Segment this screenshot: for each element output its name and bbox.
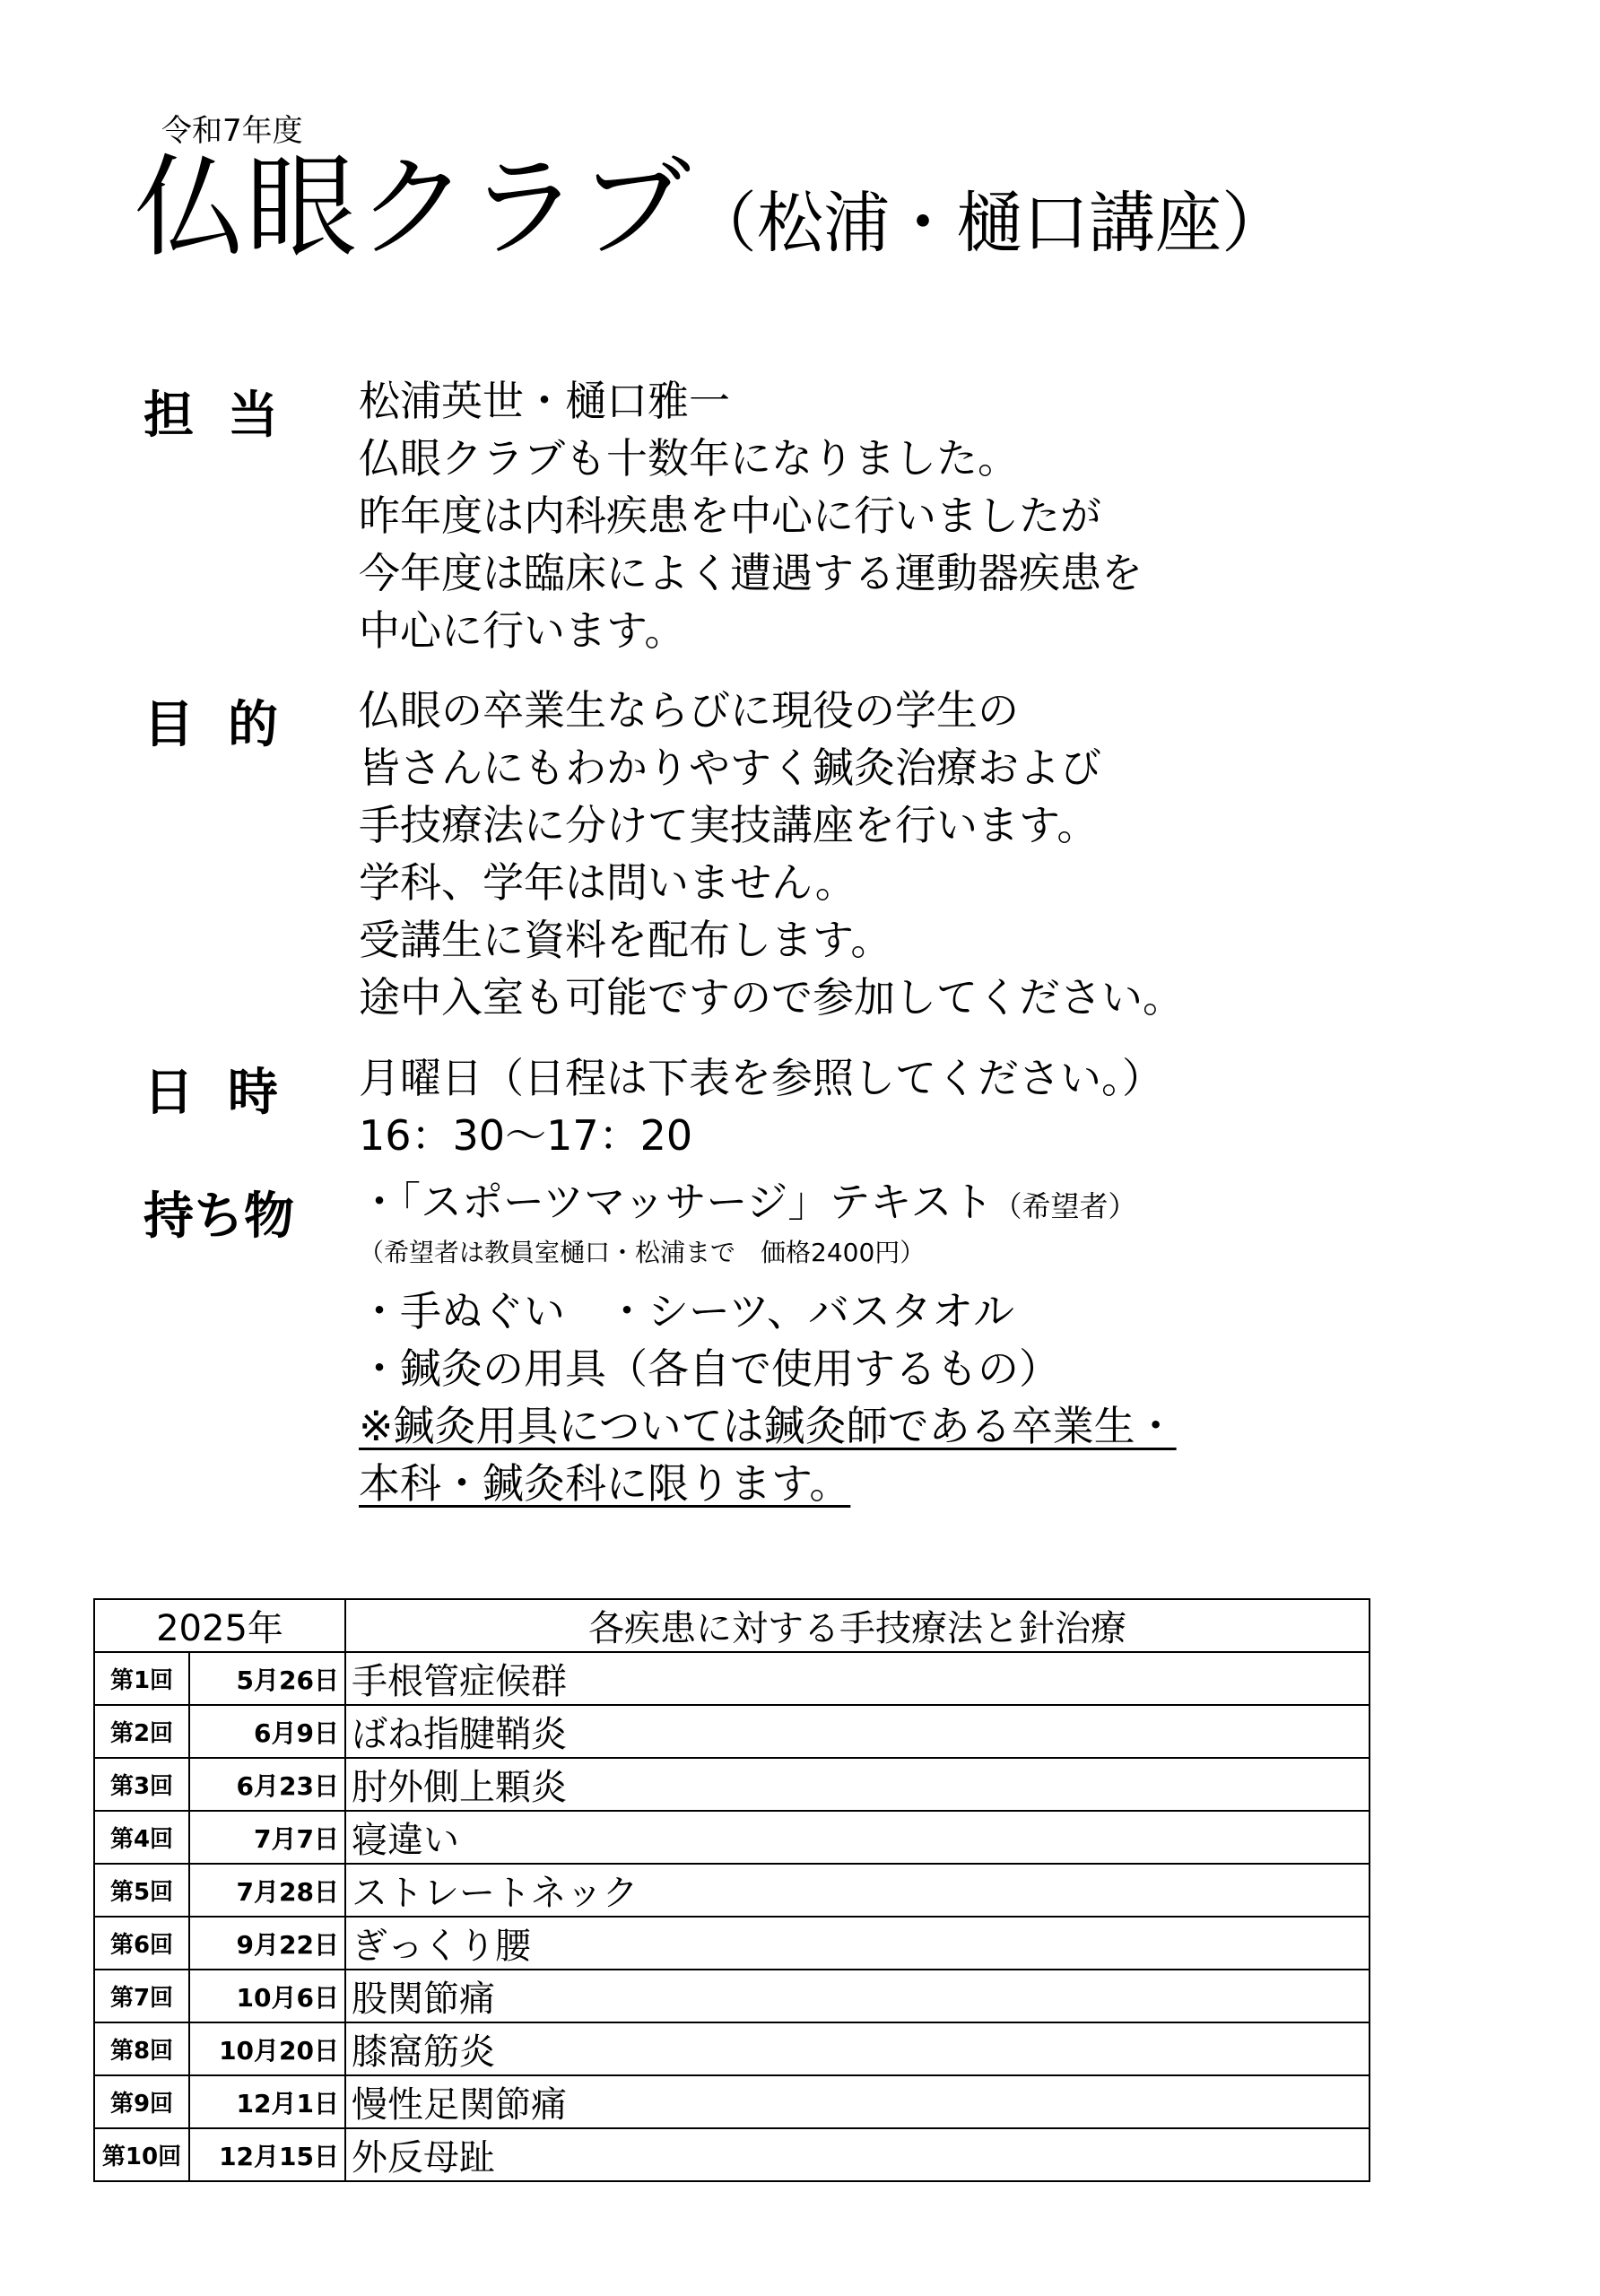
section-label-belongings: 持ち物 — [143, 1187, 294, 1246]
session-date: 12月15日 — [189, 2128, 345, 2181]
belongings-item-text — [359, 1173, 1177, 1231]
title-sub: （松浦・樋口講座） — [691, 185, 1289, 262]
table-row — [94, 1917, 1370, 1970]
warning-line: 本科・鍼灸科に限ります。 — [359, 1459, 851, 1508]
session-topic: 寝違い — [345, 1811, 1370, 1864]
session-topic: 股関節痛 — [345, 1970, 1370, 2022]
table-row — [94, 1705, 1370, 1758]
text-line: 手技療法に分けて実技講座を行います。 — [359, 801, 1099, 849]
session-number: 第1回 — [94, 1652, 189, 1705]
session-topic: 慢性足関節痛 — [345, 2075, 1370, 2128]
text-line: 16：30〜17：20 — [359, 1111, 693, 1160]
belongings-item-towels: ・手ぬぐい ・シーツ、バスタオル — [359, 1287, 1014, 1335]
text-line: 月曜日（日程は下表を参照してください。） — [359, 1054, 1163, 1102]
session-date: 6月23日 — [189, 1758, 345, 1811]
session-date: 6月9日 — [189, 1705, 345, 1758]
table-row — [94, 2128, 1370, 2181]
belongings-item-textbook-note: （希望者） — [993, 1189, 1137, 1223]
table-row — [94, 2022, 1370, 2075]
schedule-header-row — [94, 1599, 1370, 1652]
session-number: 第9回 — [94, 2075, 189, 2128]
table-row — [94, 1652, 1370, 1705]
price-note: （希望者は教員室樋口・松浦まで 価格2400円） — [359, 1238, 926, 1267]
session-topic: 手根管症候群 — [345, 1652, 1370, 1705]
schedule-table — [93, 1598, 1370, 2182]
session-date: 10月20日 — [189, 2022, 345, 2075]
table-row — [94, 1811, 1370, 1864]
section-label-datetime: 日時 — [143, 1064, 312, 1122]
text-line: 仏眼クラブも十数年になりました。 — [359, 434, 1019, 483]
text-line: 受講生に資料を配布します。 — [359, 916, 892, 964]
session-topic: ぎっくり腰 — [345, 1917, 1370, 1970]
text-line: 今年度は臨床によく遭遇する運動器疾患を — [359, 549, 1143, 597]
session-number: 第4回 — [94, 1811, 189, 1864]
schedule-header-year: 2025年 — [94, 1599, 345, 1652]
session-date: 7月28日 — [189, 1864, 345, 1917]
text-line: 学科、学年は問いません。 — [359, 858, 857, 907]
session-number: 第7回 — [94, 1970, 189, 2022]
session-date: 5月26日 — [189, 1652, 345, 1705]
session-number: 第10回 — [94, 2128, 189, 2181]
belongings-item-textbook: ・「スポーツマッサージ」テキスト — [359, 1178, 994, 1226]
section-label-purpose: 目的 — [143, 696, 312, 754]
table-row — [94, 1758, 1370, 1811]
section-content-purpose — [359, 682, 1184, 1026]
text-line: 松浦英世・樋口雅一 — [359, 377, 730, 425]
session-date: 12月1日 — [189, 2075, 345, 2128]
session-date: 7月7日 — [189, 1811, 345, 1864]
table-row — [94, 1970, 1370, 2022]
page-title — [135, 144, 1289, 273]
schedule-body — [94, 1652, 1370, 2181]
section-content-datetime — [359, 1049, 1163, 1164]
section-label-staff: 担当 — [143, 387, 312, 445]
text-line: 昨年度は内科疾患を中心に行いましたが — [359, 491, 1101, 540]
session-topic: 肘外側上顆炎 — [345, 1758, 1370, 1811]
title-main: 仏眼クラブ — [135, 144, 691, 273]
warning-line: ※鍼灸用具については鍼灸師である卒業生・ — [359, 1402, 1177, 1450]
session-topic: 外反母趾 — [345, 2128, 1370, 2181]
table-row — [94, 1864, 1370, 1917]
schedule-header-topic: 各疾患に対する手技療法と針治療 — [345, 1599, 1370, 1652]
session-date: 9月22日 — [189, 1917, 345, 1970]
text-line: 途中入室も可能ですので参加してください。 — [359, 973, 1184, 1022]
session-number: 第5回 — [94, 1864, 189, 1917]
session-topic: ストレートネック — [345, 1864, 1370, 1917]
session-number: 第6回 — [94, 1917, 189, 1970]
text-line: 仏眼の卒業生ならびに現役の学生の — [359, 686, 1019, 735]
session-number: 第3回 — [94, 1758, 189, 1811]
table-row — [94, 2075, 1370, 2128]
text-line: 皆さんにもわかりやすく鍼灸治療および — [359, 744, 1101, 792]
session-number: 第8回 — [94, 2022, 189, 2075]
text-line: 中心に行います。 — [359, 606, 686, 655]
session-date: 10月6日 — [189, 1970, 345, 2022]
fiscal-year: 令和7年度 — [161, 113, 303, 149]
session-topic: 膝窩筋炎 — [345, 2022, 1370, 2075]
section-content-staff — [359, 372, 1143, 659]
belongings-item-tools: ・鍼灸の用具（各自で使用するもの） — [359, 1344, 1060, 1393]
session-topic: ばね指腱鞘炎 — [345, 1705, 1370, 1758]
section-content-belongings — [359, 1173, 1177, 1512]
session-number: 第2回 — [94, 1705, 189, 1758]
